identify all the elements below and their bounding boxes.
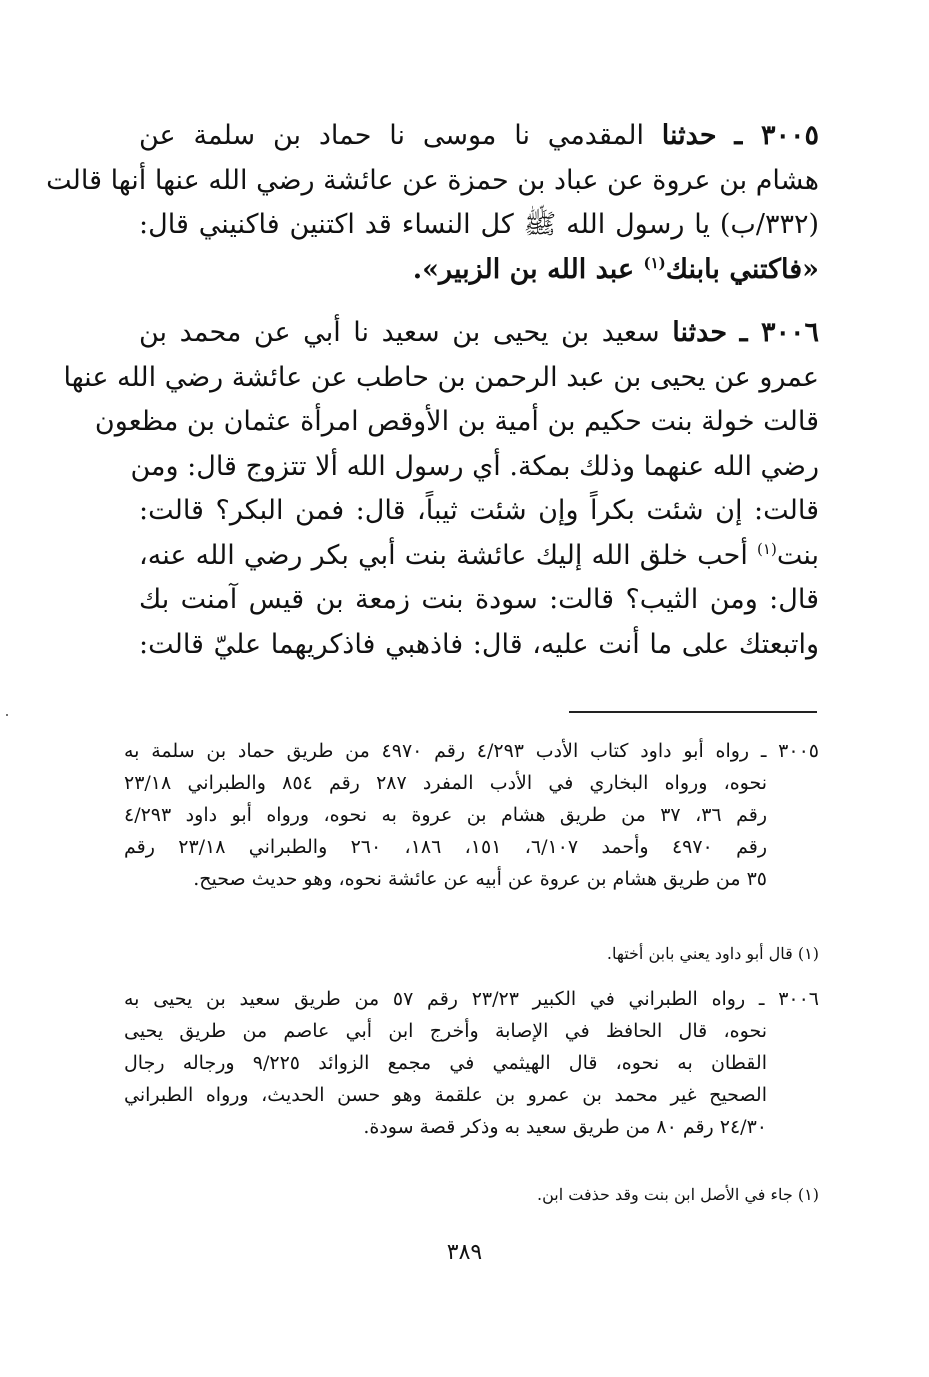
- hadith-3006-line-4: رضي الله عنهما وذلك بمكة. أي رسول الله ألا تتزوج قال: ومن: [130, 450, 819, 482]
- footnote-divider: [569, 711, 817, 713]
- hadith-3006-line-5: قالت: إن شئت بكراً وإن شئت ثيباً، قال: فمن البكر؟ قالت:: [139, 495, 819, 526]
- hadith-3006-line-8: واتبعتك على ما أنت عليه، قال: فاذهبي فاذكريهما عليّ قالت:: [139, 628, 819, 660]
- hadith-text: عبد الله بن الزبير».: [412, 253, 635, 285]
- hadith-3006-line-3: قالت خولة بنت حكيم بن أمية بن الأوقص امرأة عثمان بن مظعون: [94, 406, 819, 437]
- hadith-3006-line-6: [139, 534, 819, 579]
- hadith-3006: [63, 311, 820, 667]
- hadith-text: المقدمي نا موسى نا حماد بن سلمة عن: [139, 120, 644, 151]
- hadith-3005-line-4: [139, 248, 819, 293]
- hadith-text: سعيد بن يحيى بن سعيد نا أبي عن محمد بن: [139, 317, 660, 348]
- hadith-3006-line-7: قال: ومن الثيب؟ قالت: سودة بنت زمعة بن قيس آمنت بك: [139, 584, 819, 615]
- hadith-3005-line-1: [139, 114, 819, 159]
- hadith-3005-line-3: (٣٣٢/ب) يا رسول الله ﷺ كل النساء قد اكتنين فاكنيني قال:: [139, 209, 819, 240]
- page-number: ٣٨٩: [446, 1240, 483, 1265]
- note-3005-line-4: رقم ٤٩٧٠ وأحمد ٦/١٠٧، ١٥١، ١٨٦، ٢٦٠ والطبراني ٢٣/١٨ رقم: [124, 836, 767, 858]
- takhrij-note-3006: [124, 983, 819, 1143]
- hadith-number: ٣٠٠٥ ـ: [734, 120, 819, 151]
- note-3005-line-5: ٣٥ من طريق هشام بن عروة عن أبيه عن عائشة نحوه، وهو حديث صحيح.: [193, 868, 767, 890]
- note-3005-line-1: ٣٠٠٥ ـ رواه أبو داود كتاب الأدب ٤/٢٩٣ رقم ٤٩٧٠ من طريق حماد بن سلمة به: [124, 740, 819, 762]
- takhrij-note-3005: [124, 735, 819, 895]
- note-3005-line-2: نحوه، ورواه البخاري في الأدب المفرد ٢٨٧ رقم ٨٥٤ والطبراني ٢٣/١٨: [124, 772, 768, 794]
- note-3006-line-3: القطان به نحوه، قال الهيثمي في مجمع الزوائد ٩/٢٢٥ ورجاله رجال: [124, 1052, 767, 1074]
- footnote-2: (١) جاء في الأصل ابن بنت وقد حذفت ابن.: [537, 1185, 819, 1204]
- hadith-number: ٣٠٠٦ ـ: [739, 317, 820, 348]
- hadith-3005-line-2: هشام بن عروة عن عباد بن حمزة عن عائشة رضي الله عنها أنها قالت: [46, 164, 819, 196]
- note-3006-line-4: الصحيح غير محمد بن عمرو بن علقمة وهو حسن الحديث، ورواه الطبراني: [124, 1084, 767, 1106]
- hadith-lead-word: حدثنا: [661, 120, 717, 151]
- footnote-ref: (١): [757, 539, 777, 558]
- hadith-lead-word: حدثنا: [672, 317, 728, 348]
- note-3006-line-1: ٣٠٠٦ ـ رواه الطبراني في الكبير ٢٣/٢٣ رقم ٥٧ من طريق سعيد بن يحيى به: [124, 988, 820, 1010]
- hadith-3006-line-1: [139, 311, 819, 356]
- footnote-1: (١) قال أبو داود يعني بابن أختها.: [606, 944, 819, 963]
- footnote-ref: (١): [643, 253, 666, 272]
- hadith-text: «فاكتني بابنك: [665, 253, 819, 285]
- note-3006-line-5: ٢٤/٣٠ رقم ٨٠ من طريق سعيد به وذكر قصة سودة.: [363, 1116, 767, 1138]
- hadith-text: أحب خلق الله إليك عائشة بنت أبي بكر رضي الله عنه،: [139, 539, 748, 571]
- note-3005-line-3: رقم ٣٦، ٣٧ من طريق هشام بن عروة به نحوه، ورواه أبو داود ٤/٢٩٣: [124, 804, 767, 826]
- hadith-3006-line-2: عمرو عن يحيى بن عبد الرحمن بن حاطب عن عائشة رضي الله عنها: [63, 361, 819, 393]
- scan-speck: [6, 714, 8, 716]
- hadith-text: بنت: [776, 539, 819, 571]
- note-3006-line-2: نحوه، قال الحافظ في الإصابة وأخرج ابن أبي عاصم من طريق يحيى: [124, 1020, 767, 1042]
- hadith-3005: [46, 114, 819, 292]
